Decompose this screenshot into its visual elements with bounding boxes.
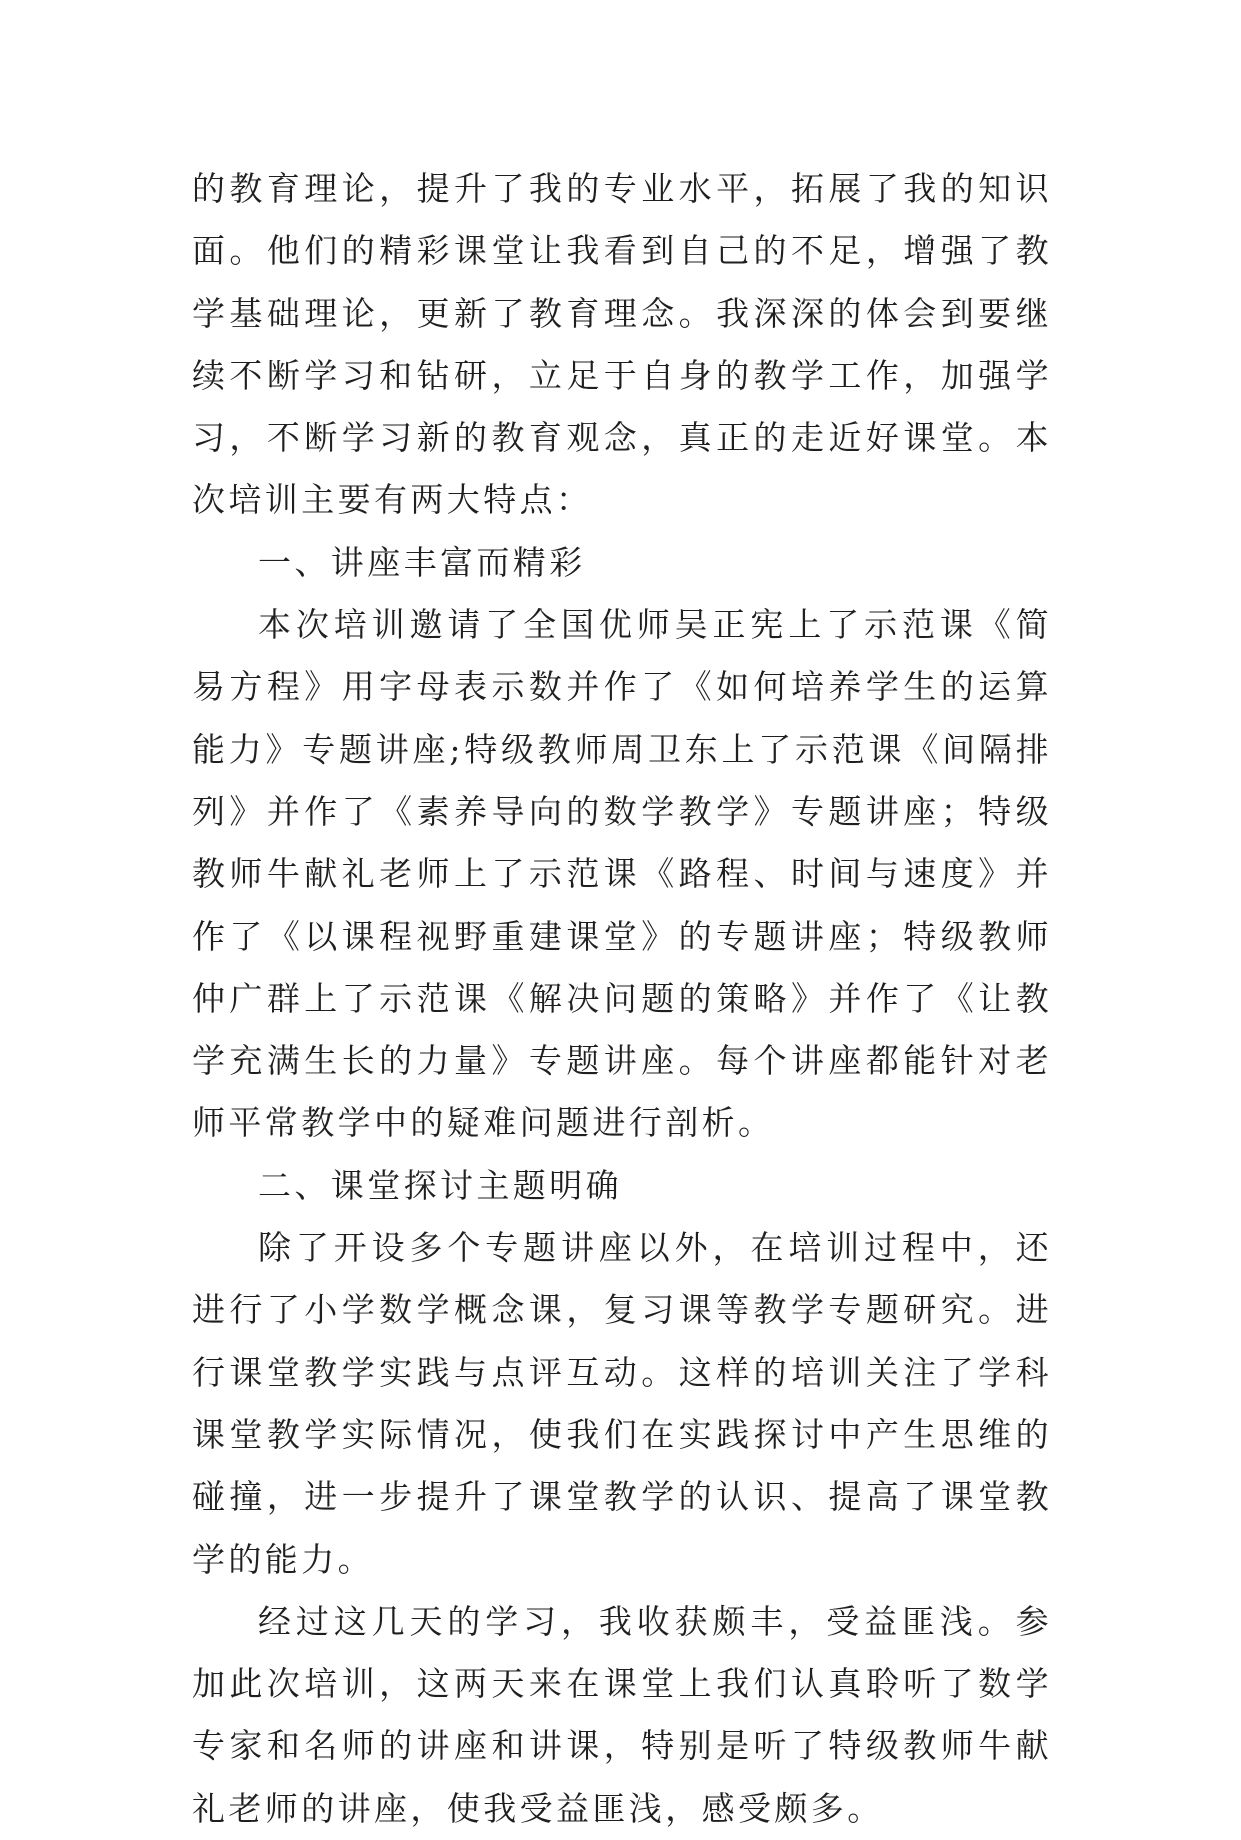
section-heading-lectures: 一、讲座丰富而精彩 [258, 542, 586, 582]
paragraph-classroom: 除了开设多个专题讲座以外，在培训过程中，还进行了小学数学概念课，复习课等教学专题研究。进行课堂教学实践与点评互动。这样的培训关注了学科课堂教学实际情况，使我们在实践探讨中产生思维的碰撞，进一步提升了课堂教学的认识、提高了课堂教学的能力。 [192, 1228, 1052, 1579]
section-heading-classroom: 二、课堂探讨主题明确 [258, 1165, 622, 1205]
paragraph-continuation: 的教育理论，提升了我的专业水平，拓展了我的知识面。他们的精彩课堂让我看到自己的不足，增强了教学基础理论，更新了教育理念。我深深的体会到要继续不断学习和钻研，立足于自身的教学工作，加强学习，不断学习新的教育观念，真正的走近好课堂。本次培训主要有两大特点： [192, 169, 1052, 520]
document-body [192, 158, 1052, 1840]
paragraph-summary: 经过这几天的学习，我收获颇丰，受益匪浅。参加此次培训，这两天来在课堂上我们认真聆听了数学专家和名师的讲座和讲课，特别是听了特级教师牛献礼老师的讲座，使我受益匪浅，感受颇多。 [192, 1601, 1052, 1828]
paragraph-lectures: 本次培训邀请了全国优师吴正宪上了示范课《简易方程》用字母表示数并作了《如何培养学生的运算能力》专题讲座;特级教师周卫东上了示范课《间隔排列》并作了《素养导向的数学教学》专题讲座；特级教师牛献礼老师上了示范课《路程、时间与速度》并作了《以课程视野重建课堂》的专题讲座；特级教师仲广群上了示范课《解决问题的策略》并作了《让教学充满生长的力量》专题讲座。每个讲座都能针对老师平常教学中的疑难问题进行剖析。 [192, 605, 1052, 1143]
